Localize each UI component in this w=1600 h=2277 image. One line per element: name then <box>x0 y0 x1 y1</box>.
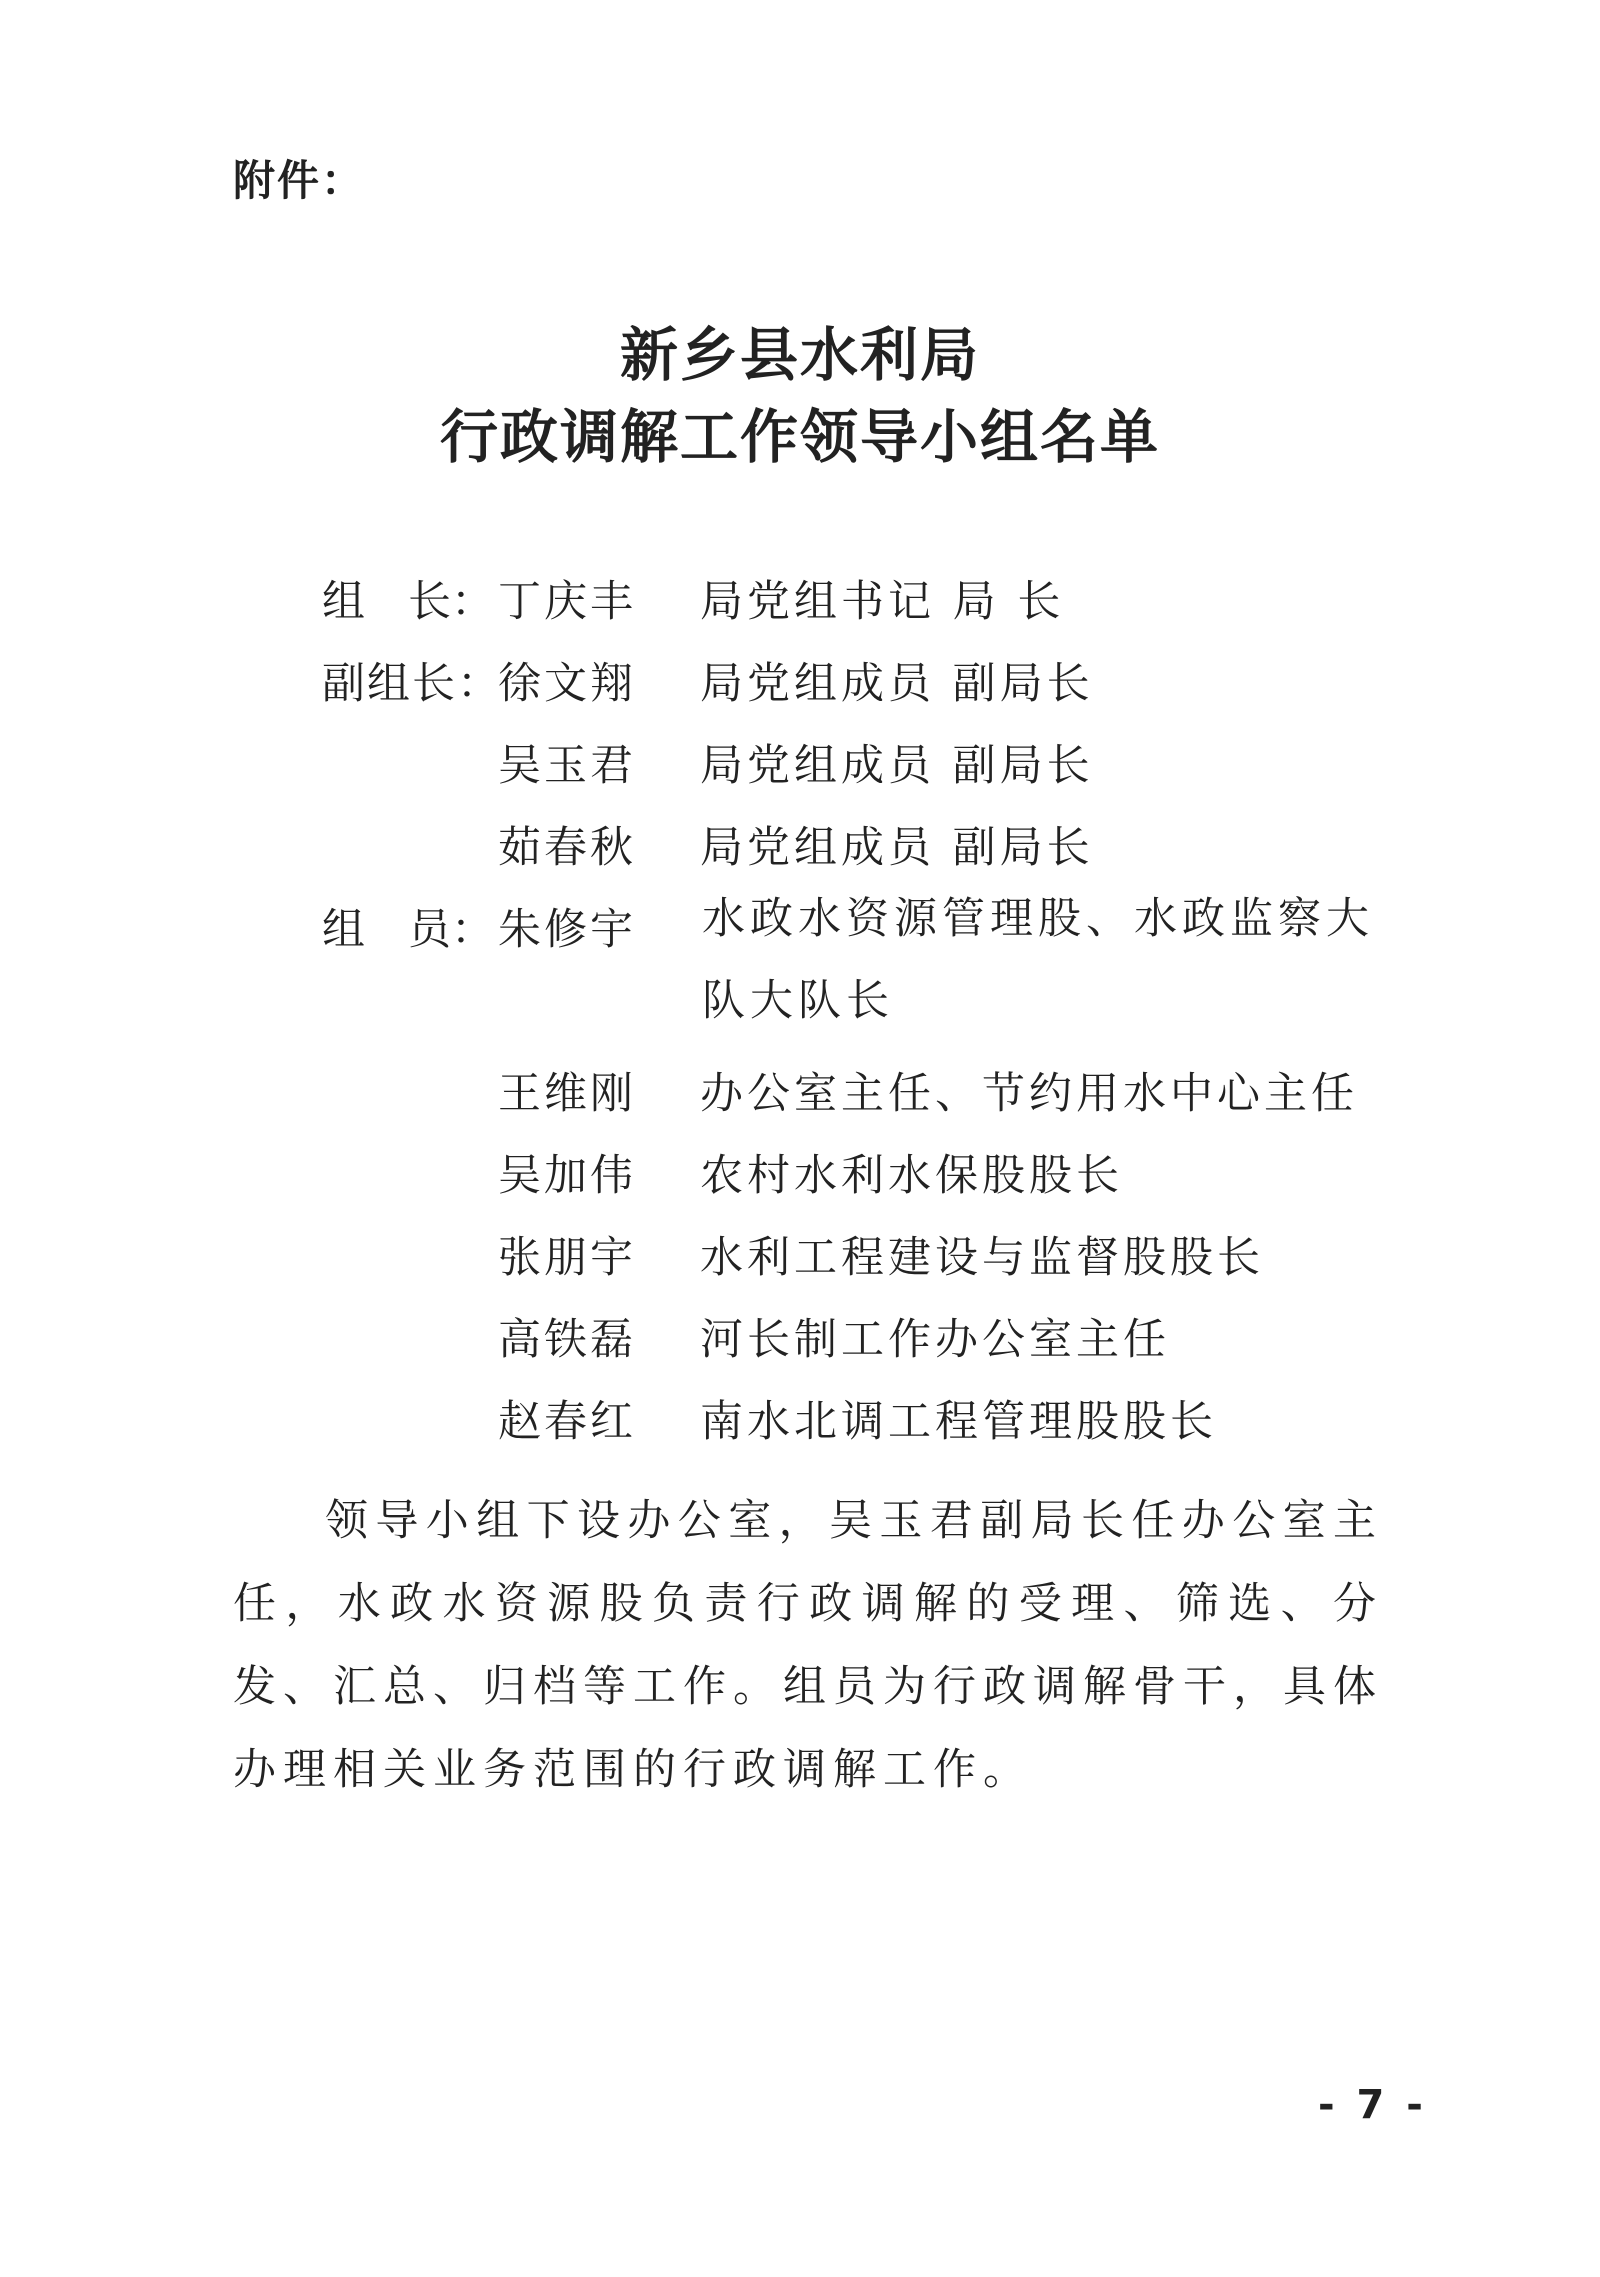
member-name: 吴加伟 <box>498 1151 636 1201</box>
page-number: - 7 - <box>1318 2082 1427 2128</box>
member-row <box>0 1060 1600 1142</box>
member-name: 茹春秋 <box>498 823 636 873</box>
member-row <box>0 1224 1600 1306</box>
member-name: 徐文翔 <box>498 659 636 709</box>
member-position: 局党组成员 副局长 <box>700 741 1094 791</box>
member-position: 水政水资源管理股、水政监察大队大队长 <box>702 894 1374 1026</box>
attachment-label: 附件： <box>233 156 366 205</box>
member-position: 办公室主任、节约用水中心主任 <box>700 1069 1358 1119</box>
member-position: 局党组书记 局 长 <box>700 577 1065 627</box>
member-name: 王维刚 <box>498 1069 636 1119</box>
member-position: 局党组成员 副局长 <box>700 823 1094 873</box>
member-role: 组 员： <box>322 905 494 955</box>
member-row <box>0 1306 1600 1388</box>
member-row <box>0 568 1600 650</box>
member-row <box>0 732 1600 814</box>
member-row <box>0 1142 1600 1224</box>
member-position: 南水北调工程管理股股长 <box>700 1397 1217 1447</box>
member-name: 赵春红 <box>498 1397 636 1447</box>
document-title-line-1: 新乡县水利局 <box>619 321 980 389</box>
member-row <box>0 650 1600 732</box>
member-name: 张朋宇 <box>498 1233 636 1283</box>
member-name: 高铁磊 <box>498 1315 636 1365</box>
member-role: 组 长： <box>322 577 494 627</box>
office-description-paragraph: 领导小组下设办公室，吴玉君副局长任办公室主任，水政水资源股负责行政调解的受理、筛选、分发、汇总、归档等工作。组员为行政调解骨干，具体办理相关业务范围的行政调解工作。 <box>233 1496 1383 1795</box>
member-row <box>0 896 1600 1060</box>
member-role: 副组长： <box>322 659 502 709</box>
member-position: 水利工程建设与监督股股长 <box>700 1233 1264 1283</box>
member-name: 朱修宇 <box>498 905 636 955</box>
member-name: 丁庆丰 <box>498 577 636 627</box>
member-position: 河长制工作办公室主任 <box>700 1315 1170 1365</box>
member-row <box>0 1388 1600 1470</box>
member-position: 农村水利水保股股长 <box>700 1151 1123 1201</box>
document-title-line-2: 行政调解工作领导小组名单 <box>439 403 1160 471</box>
member-position: 局党组成员 副局长 <box>700 659 1094 709</box>
member-name: 吴玉君 <box>498 741 636 791</box>
